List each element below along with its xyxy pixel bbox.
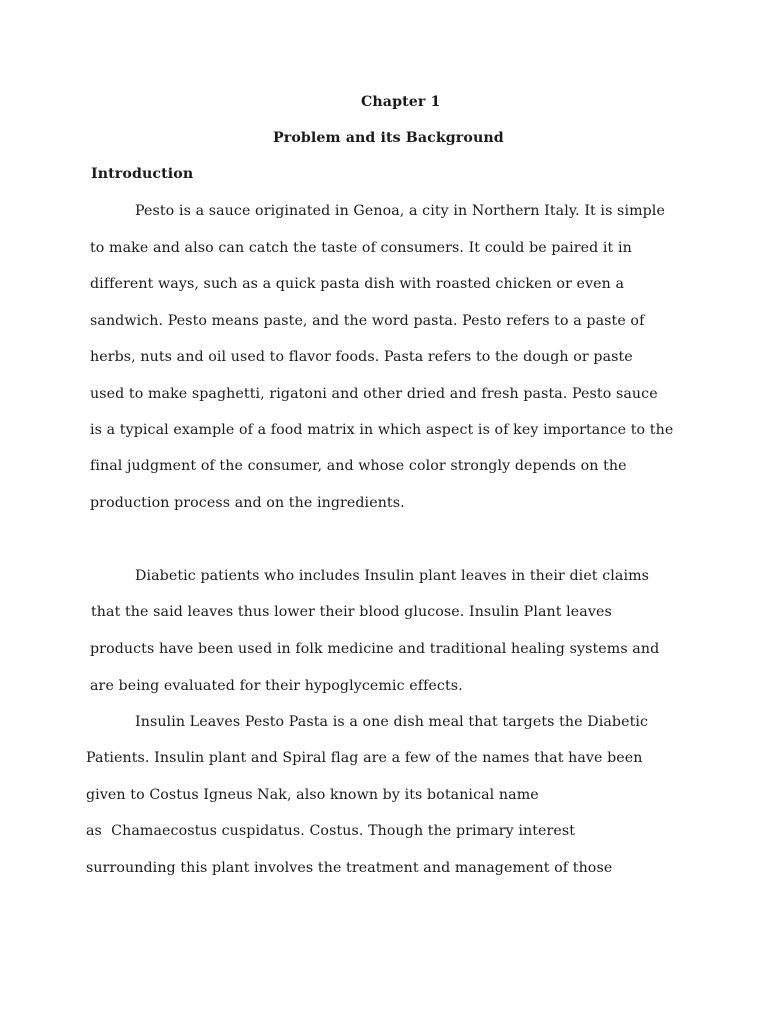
- paragraph-2-line: are being evaluated for their hypoglycemic effects.: [90, 678, 463, 694]
- paragraph-2-line: that the said leaves thus lower their blood glucose. Insulin Plant leaves: [91, 604, 612, 620]
- paragraph-2-line: Diabetic patients who includes Insulin plant leaves in their diet claims: [135, 568, 650, 584]
- paragraph-3-line: as Chamaecostus cuspidatus. Costus. Though the primary interest: [86, 823, 576, 839]
- paragraph-1-line: is a typical example of a food matrix in which aspect is of key importance to the: [90, 422, 674, 438]
- paragraph-3-line: Insulin Leaves Pesto Pasta is a one dish meal that targets the Diabetic: [135, 714, 649, 730]
- section-heading: Introduction: [91, 166, 194, 182]
- paragraph-1-line: different ways, such as a quick pasta dish with roasted chicken or even a: [90, 276, 625, 292]
- paragraph-1-line: to make and also can catch the taste of consumers. It could be paired it in: [90, 240, 632, 256]
- paragraph-3-line: surrounding this plant involves the treatment and management of those: [86, 860, 613, 876]
- paragraph-1-line: final judgment of the consumer, and whose color strongly depends on the: [90, 458, 627, 474]
- paragraph-3-line: Patients. Insulin plant and Spiral flag are a few of the names that have been: [86, 750, 643, 766]
- paragraph-1-line: sandwich. Pesto means paste, and the word pasta. Pesto refers to a paste of: [90, 313, 645, 329]
- paragraph-1-line: used to make spaghetti, rigatoni and other dried and fresh pasta. Pesto sauce: [90, 386, 658, 402]
- chapter-title: Problem and its Background: [273, 130, 504, 146]
- paragraph-1-line: production process and on the ingredients.: [90, 495, 405, 511]
- paragraph-2-line: products have been used in folk medicine and traditional healing systems and: [90, 641, 660, 657]
- paragraph-3-line: given to Costus Igneus Nak, also known by its botanical name: [86, 787, 539, 803]
- paragraph-1-line: herbs, nuts and oil used to flavor foods. Pasta refers to the dough or paste: [90, 349, 633, 365]
- paragraph-1-line: Pesto is a sauce originated in Genoa, a city in Northern Italy. It is simple: [135, 203, 665, 219]
- chapter-heading: Chapter 1: [361, 94, 441, 110]
